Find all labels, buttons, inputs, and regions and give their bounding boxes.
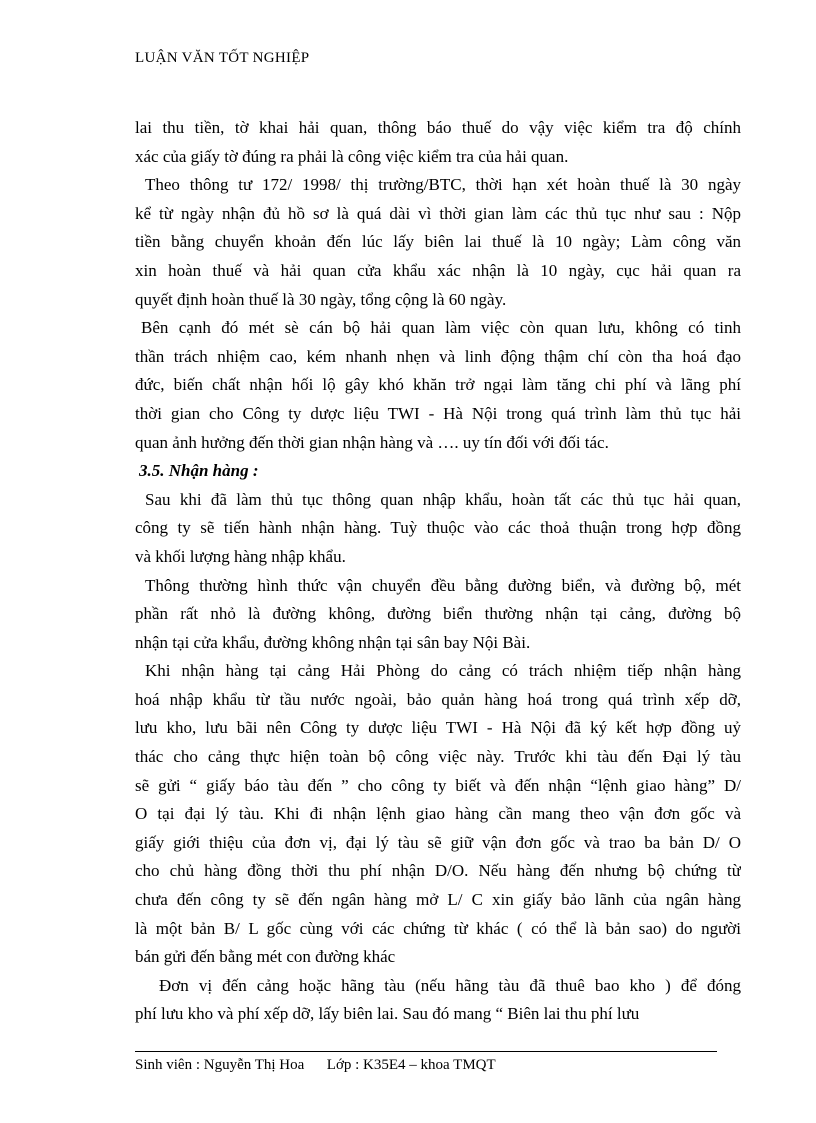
text-line: Theo thông tư 172/ 1998/ thị trường/BTC, thời hạn xét hoàn thuế là 30 ngày (145, 175, 741, 195)
text-line: quan ảnh hưởng đến thời gian nhận hàng và …. uy tín đối với đối tác. (135, 432, 609, 452)
text-line: O tại đại lý tàu. Khi đi nhận lệnh giao hàng cần mang theo vận đơn gốc và (135, 804, 741, 824)
text-line: thời gian cho Công ty dược liệu TWI - Hà Nội trong quá trình làm thủ tục hải (135, 403, 741, 423)
text-line: xác của giấy tờ đúng ra phải là công việc kiểm tra của hải quan. (135, 146, 569, 166)
text-line: cho chủ hàng đồng thời thu phí nhận D/O. Nếu hàng đến nhưng bộ chứng từ (135, 861, 741, 881)
text-line: Bên cạnh đó mét sè cán bộ hải quan làm việc còn quan lưu, không có tinh (141, 318, 741, 338)
footer-divider (135, 1051, 717, 1052)
text-line: và khối lượng hàng nhập khẩu. (135, 546, 346, 566)
text-line: Đơn vị đến cảng hoặc hãng tàu (nếu hãng tàu đã thuê bao kho ) để đóng (159, 975, 741, 995)
text-line: giấy giới thiệu của đơn vị, đại lý tàu sẽ giữ vận đơn gốc và trao ba bản D/ O (135, 832, 741, 852)
text-line: phần rất nhỏ là đường không, đường biển thường nhận tại cảng, đường bộ (135, 604, 741, 624)
text-line: sẽ gửi “ giấy báo tàu đến ” cho công ty biết và đến nhận “lệnh giao hàng” D/ (135, 775, 741, 795)
text-line: lưu kho, lưu bãi nên Công ty dược liệu TWI - Hà Nội đã ký kết hợp đồng uỷ (135, 718, 741, 738)
text-line: quyết định hoàn thuế là 30 ngày, tổng cộng là 60 ngày. (135, 289, 507, 309)
text-line: đức, biến chất nhận hối lộ gây khó khăn trở ngại làm tăng chi phí và lãng phí (135, 375, 741, 395)
text-line: công ty sẽ tiến hành nhận hàng. Tuỳ thuộc vào các thoả thuận trong hợp đồng (135, 518, 741, 538)
text-line: kể từ ngày nhận đủ hồ sơ là quá dài vì thời gian làm các thủ tục như sau : Nộp (135, 203, 741, 223)
text-line: hoá nhập khẩu từ tầu nước ngoài, bảo quản hàng hoá trong quá trình xếp dỡ, (135, 689, 741, 709)
text-line: thần trách nhiệm cao, kém nhanh nhẹn và linh động thậm chí còn tha hoá đạo (135, 346, 741, 366)
text-line: thác cho cảng thực hiện toàn bộ công việc này. Trước khi tàu đến Đại lý tàu (135, 747, 741, 767)
body-text (135, 114, 741, 1029)
text-line: lai thu tiền, tờ khai hải quan, thông báo thuế do vậy việc kiểm tra độ chính (135, 118, 741, 137)
page-header: LUẬN VĂN TỐT NGHIỆP (135, 50, 310, 66)
text-line: bán gửi đến bằng mét con đường khác (135, 947, 396, 967)
text-line: phí lưu kho và phí xếp dỡ, lấy biên lai. Sau đó mang “ Biên lai thu phí lưu (135, 1004, 640, 1024)
text-line: là một bản B/ L gốc cùng với các chứng từ khác ( có thể là bản sao) do người (135, 918, 741, 938)
text-line: tiền bằng chuyển khoản đến lúc lấy biên lai thuế là 10 ngày; Làm công văn (135, 232, 741, 252)
text-line: Thông thường hình thức vận chuyển đều bằng đường biển, và đường bộ, mét (145, 575, 741, 595)
section-heading: 3.5. Nhận hàng : (139, 461, 259, 481)
text-line: nhận tại cửa khẩu, đường không nhận tại sân bay Nội Bài. (135, 632, 531, 652)
text-line: chưa đến công ty sẽ đến ngân hàng mở L/ C xin giấy bảo lãnh của ngân hàng (135, 890, 741, 910)
text-line: Khi nhận hàng tại cảng Hải Phòng do cảng có trách nhiệm tiếp nhận hàng (145, 661, 741, 681)
text-line: Sau khi đã làm thủ tục thông quan nhập khẩu, hoàn tất các thủ tục hải quan, (145, 489, 741, 509)
page-footer: Sinh viên : Nguyễn Thị Hoa Lớp : K35E4 – khoa TMQT (135, 1057, 496, 1073)
text-line: xin hoàn thuế và hải quan cửa khẩu xác nhận là 10 ngày, cục hải quan ra (135, 260, 741, 280)
